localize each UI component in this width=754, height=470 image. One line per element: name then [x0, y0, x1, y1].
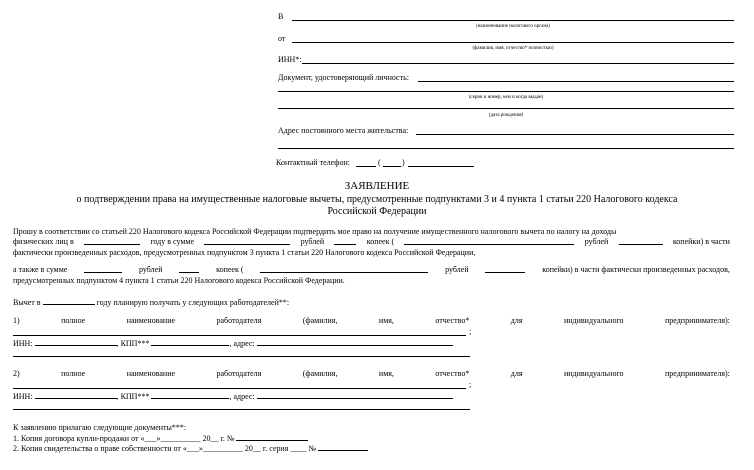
attachments-heading: К заявлению прилагаю следующие документы***: — [13, 423, 187, 432]
employer-1-kpp-field[interactable] — [151, 338, 229, 346]
phone-close-paren: ) — [402, 158, 405, 167]
employer-word: для — [510, 369, 523, 378]
p2-text: копеек ( — [216, 265, 244, 274]
employer-number: 1) — [13, 316, 20, 325]
p2-text: а также в сумме — [13, 265, 68, 274]
attachment-item-2 — [13, 443, 368, 454]
employer-word: индивидуального — [563, 316, 624, 325]
sum2-rubles-field[interactable] — [84, 265, 122, 273]
employer-1-header — [13, 316, 730, 326]
sum-kopecks-field[interactable] — [334, 237, 356, 245]
to-label: В — [278, 12, 284, 21]
phone-label: Контактный телефон: — [276, 158, 350, 167]
sum2-kopecks-field[interactable] — [179, 265, 199, 273]
full-name-line[interactable] — [292, 42, 734, 43]
p2-text: копейки) в части фактически произведенных расходов, — [542, 265, 730, 274]
employer-inn-label: ИНН: — [13, 339, 33, 348]
p2-line-b: предусмотренных подпунктом 4 пункта 1 статьи 220 Налогового кодекса Российской Федерации. — [13, 276, 345, 285]
year-field[interactable] — [84, 237, 140, 245]
employer-2-address-field[interactable] — [257, 391, 453, 399]
employer-kpp-label: , КПП*** — [116, 392, 150, 401]
phone-open-paren: ( — [378, 158, 381, 167]
attachment-text: 1. Копия договора купли-продажи от «___»__________ 20__ г. № — [13, 434, 235, 443]
attachment-text: 2. Копия свидетельства о праве собственности от «___»__________ 20__ г. серия ____ № — [13, 444, 317, 453]
document-subtitle-line1: о подтверждении права на имущественные налоговые вычеты, предусмотренные подпунктами 3 и 4 пункта 1 статьи 220 Налогового кодекса — [76, 194, 678, 205]
p1-line-b — [13, 237, 730, 247]
employer-word: предпринимателя): — [665, 316, 730, 325]
p1-text: копейки) в части — [672, 237, 730, 246]
employer-1-inn-field[interactable] — [35, 338, 117, 346]
employer-2-name-line[interactable] — [13, 388, 466, 389]
tax-authority-line[interactable] — [292, 20, 734, 21]
document-title: ЗАЯВЛЕНИЕ — [344, 180, 410, 192]
from-label: от — [278, 34, 286, 43]
p1-text: году в сумме — [150, 237, 195, 246]
employer-1-fields — [13, 338, 453, 349]
paragraph-1 — [13, 226, 730, 258]
p2-text: рублей — [445, 265, 469, 274]
sum-words-field[interactable] — [404, 237, 574, 245]
p1-line-a: Прошу в соответствии со статьей 220 Налогового кодекса Российской Федерации подтвердить мое право на получение имущественного налогового вычета по налогу на доходы — [13, 227, 617, 236]
address-line-1[interactable] — [416, 134, 734, 135]
identity-doc-line-2[interactable] — [278, 91, 734, 92]
employer-2-inn-field[interactable] — [35, 391, 117, 399]
employer-word: полное — [61, 369, 86, 378]
sum-rubles-field[interactable] — [204, 237, 290, 245]
inn-line[interactable] — [302, 63, 734, 64]
employer-word: индивидуального — [563, 369, 624, 378]
p1-text: рублей — [584, 237, 609, 246]
birth-date-line[interactable] — [278, 108, 734, 109]
phone-code-line-a[interactable] — [356, 166, 376, 167]
full-name-caption: (фамилия, имя, отчество* полностью) — [472, 46, 554, 51]
employer-1-semicolon: ; — [469, 327, 472, 336]
phone-number-line[interactable] — [408, 166, 474, 167]
employer-1-extra-line[interactable] — [13, 356, 470, 357]
employer-2-kpp-field[interactable] — [151, 391, 229, 399]
employer-word: полное — [61, 316, 86, 325]
employer-inn-label: ИНН: — [13, 392, 33, 401]
birth-date-caption: (дата рождения) — [488, 113, 524, 118]
employer-word: отчество* — [435, 369, 470, 378]
employer-address-label: , адрес: — [229, 339, 255, 348]
address-line-2[interactable] — [278, 148, 734, 149]
p1-text: рублей — [300, 237, 325, 246]
p2-text: рублей — [138, 265, 163, 274]
phone-code-line-b[interactable] — [383, 166, 401, 167]
employer-2-header — [13, 369, 730, 379]
employer-2-fields — [13, 391, 453, 402]
paragraph-2 — [13, 265, 730, 286]
p1-line-c: фактически произведенных расходов, предусмотренных подпунктом 3 пункта 1 статьи 220 Налогового кодекса Российской Федерации, — [13, 248, 476, 257]
p3-text: году планирую получать у следующих работодателей**: — [96, 298, 290, 307]
employer-2-semicolon: ; — [469, 380, 472, 389]
identity-doc-caption: (серия и номер, кем и когда выдан) — [468, 95, 544, 100]
address-label: Адрес постоянного места жительства: — [278, 126, 409, 135]
employer-word: (фамилия, — [302, 369, 338, 378]
employer-address-label: , адрес: — [229, 392, 255, 401]
employer-word: наименование — [126, 316, 176, 325]
employer-kpp-label: , КПП*** — [116, 339, 150, 348]
employer-word: работодателя — [216, 316, 262, 325]
employer-word: для — [510, 316, 523, 325]
sum2-words-field[interactable] — [260, 265, 428, 273]
employer-1-name-line[interactable] — [13, 335, 466, 336]
employer-word: отчество* — [435, 316, 470, 325]
kopecks2-words-field[interactable] — [485, 265, 525, 273]
p3-line — [13, 297, 289, 308]
employer-word: работодателя — [216, 369, 262, 378]
kopecks-words-field[interactable] — [619, 237, 663, 245]
document-subtitle-line2: Российской Федерации — [327, 206, 427, 217]
employer-word: предпринимателя): — [665, 369, 730, 378]
tax-authority-caption: (наименование налогового органа) — [476, 24, 550, 29]
employer-2-extra-line[interactable] — [13, 409, 470, 410]
p2-line-a — [13, 265, 730, 275]
employer-word: имя, — [378, 316, 394, 325]
p1-text: физических лиц в — [13, 237, 74, 246]
deduction-year-field[interactable] — [43, 297, 95, 305]
p3-text: Вычет в — [13, 298, 41, 307]
employer-1-address-field[interactable] — [257, 338, 453, 346]
identity-doc-label: Документ, удостоверяющий личность: — [278, 73, 409, 82]
attachment-2-number-field[interactable] — [318, 443, 368, 451]
p1-text: копеек ( — [366, 237, 395, 246]
employer-word: наименование — [126, 369, 176, 378]
attachment-1-number-field[interactable] — [236, 433, 308, 441]
inn-label: ИНН*: — [278, 55, 302, 64]
employer-word: имя, — [378, 369, 394, 378]
employer-number: 2) — [13, 369, 20, 378]
identity-doc-line-1[interactable] — [418, 81, 734, 82]
employer-word: (фамилия, — [302, 316, 338, 325]
